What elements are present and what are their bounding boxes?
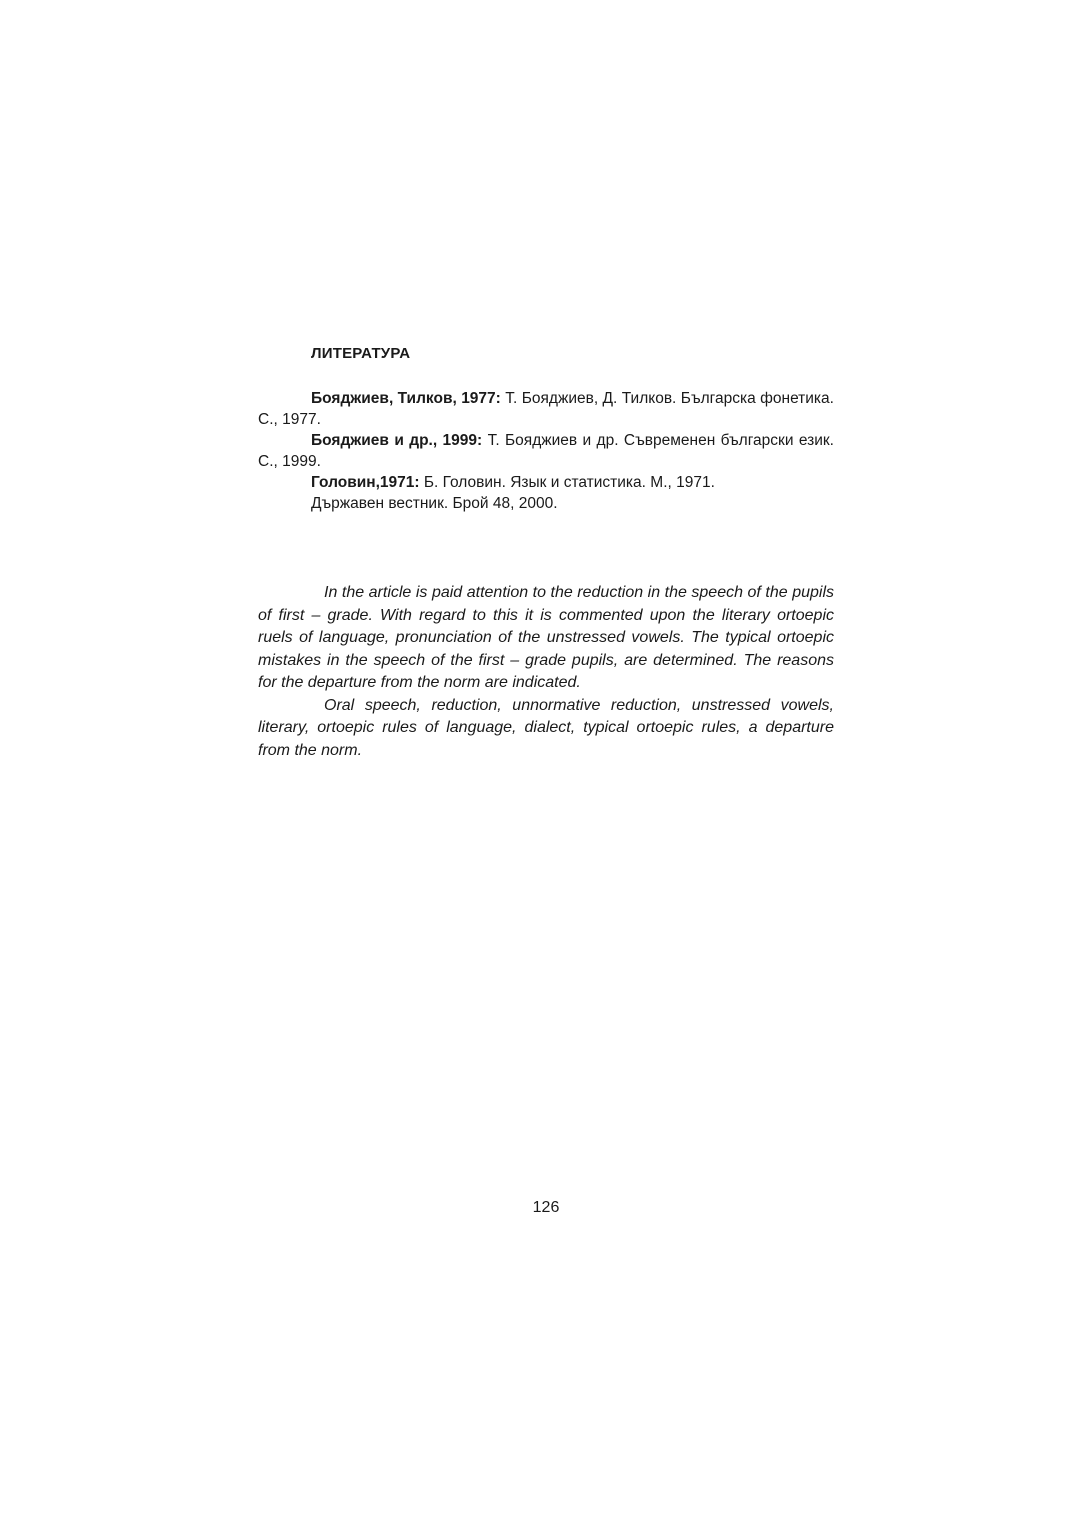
reference-author: Бояджиев, Тилков, 1977: — [311, 390, 501, 407]
reference-author: Головин,1971: — [311, 474, 420, 491]
english-abstract — [258, 582, 834, 762]
references-heading: ЛИТЕРАТУРА — [311, 345, 411, 362]
reference-author: Бояджиев и др., 1999: — [311, 432, 483, 449]
reference-item — [258, 472, 834, 493]
reference-item — [258, 388, 834, 430]
reference-text: Т. Бояджиев, Д. Тилков. Българска фонетика. С., 1977. — [258, 390, 834, 428]
reference-text: Държавен вестник. Брой 48, 2000. — [311, 495, 558, 512]
abstract-keywords: Oral speech, reduction, unnormative reduction, unstressed vowels, literary, ortoepic rules of language, dialect, typical ortoepic rules, a departure from the norm. — [258, 696, 834, 759]
page-number: 126 — [532, 1199, 560, 1216]
reference-item — [258, 430, 834, 472]
reference-text: Т. Бояджиев и др. Съвременен български език. С., 1999. — [258, 432, 834, 470]
references-list — [258, 388, 834, 514]
reference-text: Б. Головин. Язык и статистика. М., 1971. — [419, 474, 715, 491]
document-page — [258, 0, 834, 1528]
reference-item — [258, 493, 834, 514]
abstract-summary: In the article is paid attention to the reduction in the speech of the pupils of first – grade. With regard to this it is commented upon the literary ortoepic ruels of language, pronunciation of the unstressed vowels. The typical ortoepic mistakes in the speech of the first – grade pupils, are determined. The reasons for the departure from the norm are indicated. — [258, 584, 834, 691]
